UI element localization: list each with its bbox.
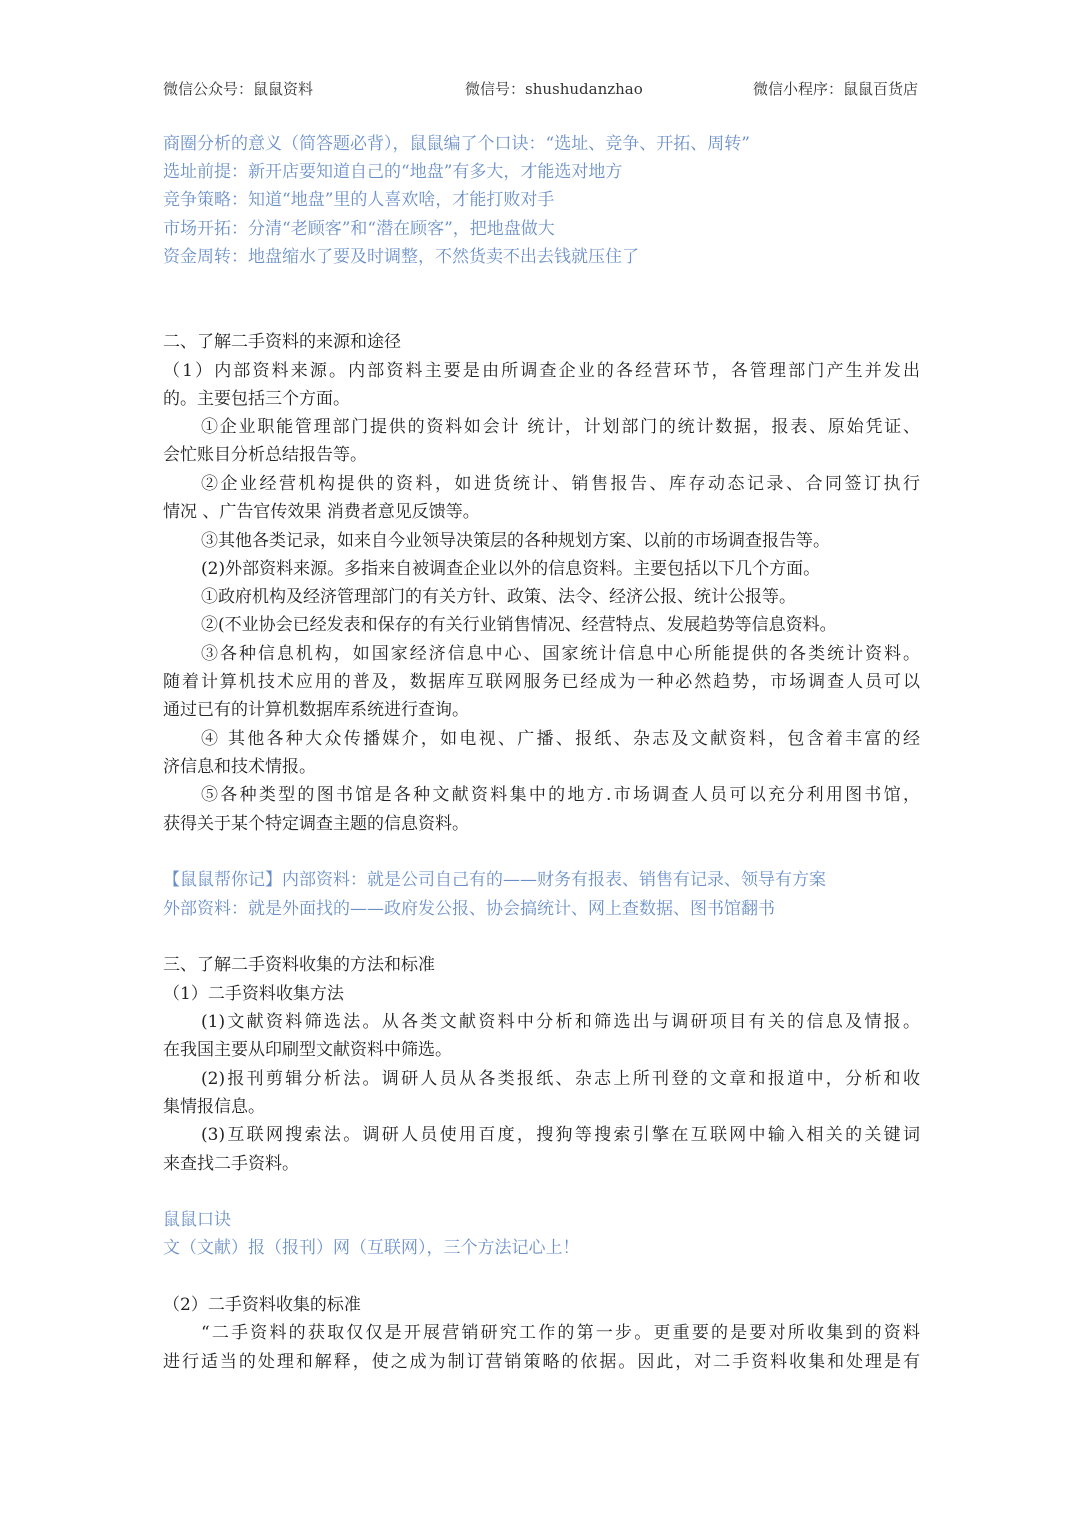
mnemonic-line: 竞争策略：知道“地盘”里的人喜欢啥，才能打败对手 xyxy=(163,190,555,210)
paragraph-line: ③其他各类记录，如来自今业领导决策层的各种规划方案、以前的市场调查报告等。 xyxy=(201,531,830,551)
paragraph-line: 来查找二手资料。 xyxy=(163,1154,299,1174)
paragraph-line: 会忙账目分析总结报告等。 xyxy=(163,445,367,465)
memo-line: 外部资料：就是外面找的——政府发公报、协会搞统计、网上查数据、图书馆翻书 xyxy=(163,899,775,919)
header-wechat-id: 微信号：shushudanzhao xyxy=(465,80,643,98)
paragraph-line: 获得关于某个特定调查主题的信息资料。 xyxy=(163,814,469,834)
mnemonic-line: 选址前提：新开店要知道自己的“地盘”有多大，才能选对地方 xyxy=(163,162,623,182)
paragraph-line: 情况 、广告官传效果 消费者意见反馈等。 xyxy=(163,502,480,522)
paragraph-line: 的。主要包括三个方面。 xyxy=(163,389,350,409)
paragraph-line: （1）内部资料来源。内部资料主要是由所调查企业的各经营环节，各管理部门产生并发出 xyxy=(163,361,920,381)
paragraph-line: ②(不业协会已经发表和保存的有关行业销售情况、经营特点、发展趋势等信息资料。 xyxy=(201,615,837,635)
paragraph-line: 进行适当的处理和解释，使之成为制订营销策略的依据。因此，对二手资料收集和处理是有 xyxy=(163,1352,920,1372)
mnemonic-title: 鼠鼠口诀 xyxy=(163,1210,231,1230)
paragraph-line: (3)互联网搜索法。调研人员使用百度，搜狗等搜索引擎在互联网中输入相关的关键词 xyxy=(201,1125,920,1145)
paragraph-line: ①政府机构及经济管理部门的有关方针、政策、法令、经济公报、统计公报等。 xyxy=(201,587,796,607)
mnemonic-title: 商圈分析的意义（简答题必背），鼠鼠编了个口诀：“选址、竞争、开拓、周转” xyxy=(163,134,750,154)
header-wechat-account: 微信公众号：鼠鼠资料 xyxy=(163,80,314,98)
paragraph-line: (2)报刊剪辑分析法。调研人员从各类报纸、杂志上所刊登的文章和报道中，分析和收 xyxy=(201,1069,920,1089)
paragraph-line: 济信息和技术情报。 xyxy=(163,757,316,777)
header-mini-program: 微信小程序：鼠鼠百货店 xyxy=(752,80,918,98)
paragraph-line: ③各种信息机构，如国家经济信息中心、国家统计信息中心所能提供的各类统计资料。 xyxy=(201,644,920,664)
paragraph-line: ②企业经营机构提供的资料，如进货统计、销售报告、库存动态记录、合同签订执行 xyxy=(201,474,920,494)
mnemonic-line: 资金周转：地盘缩水了要及时调整，不然货卖不出去钱就压住了 xyxy=(163,247,639,267)
paragraph-line: “二手资料的获取仅仅是开展营销研究工作的第一步。更重要的是要对所收集到的资料 xyxy=(201,1323,920,1343)
paragraph-line: 在我国主要从印刷型文献资料中筛选。 xyxy=(163,1040,452,1060)
paragraph-line: ⑤各种类型的图书馆是各种文献资料集中的地方.市场调查人员可以充分利用图书馆， xyxy=(201,785,920,805)
section-3-title: 三、了解二手资料收集的方法和标准 xyxy=(163,955,435,975)
paragraph-line: (1)文献资料筛选法。从各类文献资料中分析和筛选出与调研项目有关的信息及情报。 xyxy=(201,1012,920,1032)
paragraph-line: (2)外部资料来源。多指来自被调查企业以外的信息资料。主要包括以下几个方面。 xyxy=(201,559,821,579)
subsection-title: （1）二手资料收集方法 xyxy=(163,984,344,1004)
paragraph-line: ①企业职能管理部门提供的资料如会计 统计，计划部门的统计数据，报表、原始凭证、 xyxy=(201,417,920,437)
subsection-title: （2）二手资料收集的标准 xyxy=(163,1295,361,1315)
page-header xyxy=(163,78,918,102)
section-2-title: 二、了解二手资料的来源和途径 xyxy=(163,332,401,352)
mnemonic-line: 文（文献）报（报刊）网（互联网），三个方法记心上！ xyxy=(163,1238,580,1258)
paragraph-line: 随着计算机技术应用的普及，数据库互联网服务已经成为一种必然趋势，市场调查人员可以 xyxy=(163,672,920,692)
paragraph-line: 通过已有的计算机数据库系统进行查询。 xyxy=(163,700,469,720)
mnemonic-line: 市场开拓：分清“老顾客”和“潜在顾客”，把地盘做大 xyxy=(163,219,555,239)
paragraph-line: 集情报信息。 xyxy=(163,1097,265,1117)
paragraph-line: ④ 其他各种大众传播媒介，如电视、广播、报纸、杂志及文献资料，包含着丰富的经 xyxy=(201,729,920,749)
memo-line: 【鼠鼠帮你记】内部资料：就是公司自己有的——财务有报表、销售有记录、领导有方案 xyxy=(163,870,826,890)
